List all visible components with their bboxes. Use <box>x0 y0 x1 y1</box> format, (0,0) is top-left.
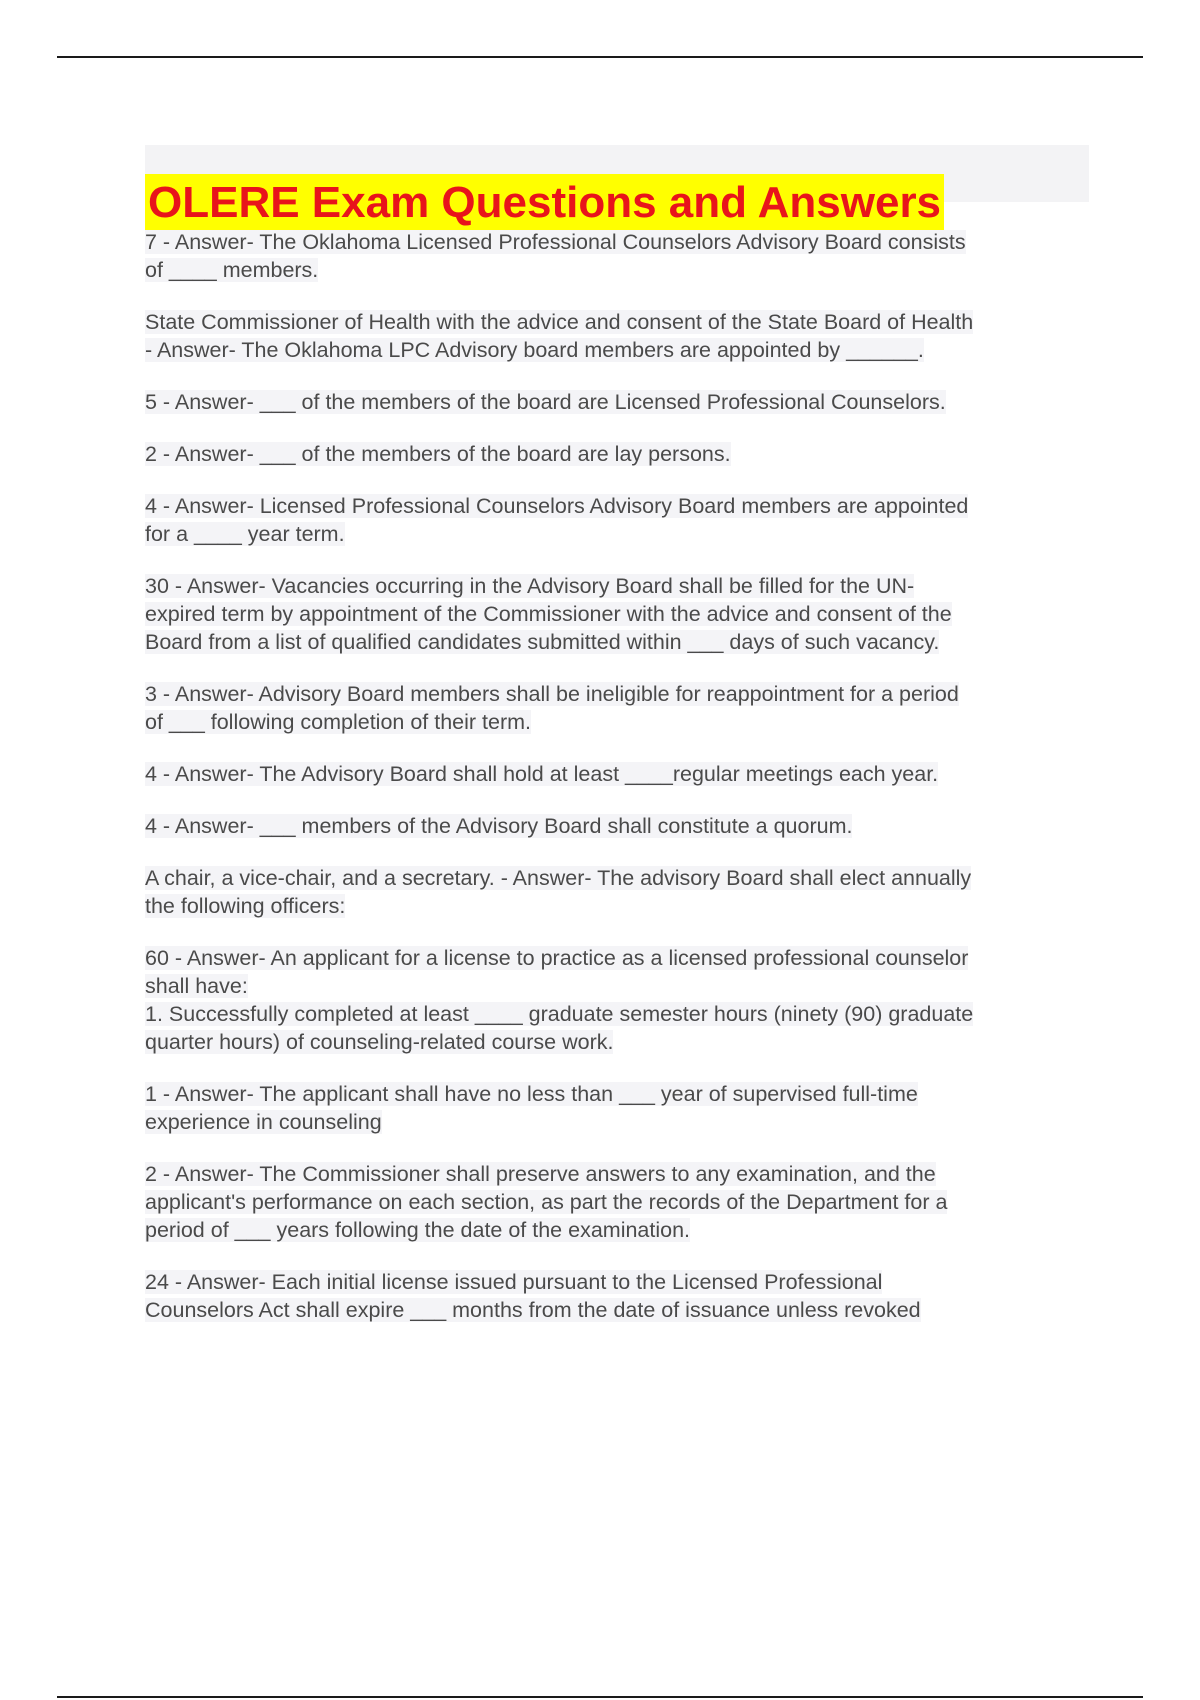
qa-entry-text: 24 - Answer- Each initial license issued pursuant to the Licensed Professional Counselors Act shall expire ___ months from the date of issuance unless revoked <box>145 1270 921 1322</box>
qa-entry <box>145 440 1085 468</box>
qa-entry-text: 5 - Answer- ___ of the members of the board are Licensed Professional Counselors. <box>145 390 946 414</box>
document-title: OLERE Exam Questions and Answers <box>145 174 944 231</box>
qa-entry <box>145 228 1085 284</box>
qa-entry-text: State Commissioner of Health with the advice and consent of the State Board of Health - Answer- The Oklahoma LPC Advisory board members are appointed by ______. <box>145 310 974 362</box>
qa-entry-text: 4 - Answer- The Advisory Board shall hold at least ____regular meetings each year. <box>145 762 939 786</box>
qa-entry-text: 7 - Answer- The Oklahoma Licensed Professional Counselors Advisory Board consists of ____ members. <box>145 230 966 282</box>
qa-entry-text: 4 - Answer- ___ members of the Advisory Board shall constitute a quorum. <box>145 814 853 838</box>
qa-entry <box>145 760 1085 788</box>
qa-entry <box>145 1268 1085 1324</box>
bottom-rule <box>57 1696 1143 1698</box>
qa-entry-text: 2 - Answer- ___ of the members of the board are lay persons. <box>145 442 731 466</box>
qa-entry-text: 60 - Answer- An applicant for a license to practice as a licensed professional counselor shall have: 1. Successfully completed at least ____ graduate semester hours (ninety (90) graduate quarter hours) of counseling-related course work. <box>145 946 974 1054</box>
qa-entry <box>145 680 1085 736</box>
top-rule <box>57 56 1143 58</box>
qa-entry <box>145 1080 1085 1136</box>
qa-entry <box>145 308 1085 364</box>
qa-entry <box>145 1160 1085 1244</box>
qa-entry <box>145 572 1085 656</box>
qa-entry-text: 1 - Answer- The applicant shall have no less than ___ year of supervised full-time experience in counseling <box>145 1082 918 1134</box>
qa-list <box>145 228 1085 1348</box>
qa-entry-text: 4 - Answer- Licensed Professional Counselors Advisory Board members are appointed for a ____ year term. <box>145 494 969 546</box>
qa-entry <box>145 388 1085 416</box>
qa-entry-text: 2 - Answer- The Commissioner shall preserve answers to any examination, and the applicant's performance on each section, as part the records of the Department for a period of ___ years following the date of the examination. <box>145 1162 948 1242</box>
qa-entry <box>145 492 1085 548</box>
qa-entry <box>145 944 1085 1056</box>
qa-entry <box>145 812 1085 840</box>
qa-entry-text: 3 - Answer- Advisory Board members shall be ineligible for reappointment for a period of ___ following completion of their term. <box>145 682 959 734</box>
qa-entry-text: 30 - Answer- Vacancies occurring in the Advisory Board shall be filled for the UN- expired term by appointment of the Commissioner with the advice and consent of the Board from a list of qualified candidates submitted within ___ days of such vacancy. <box>145 574 952 654</box>
qa-entry <box>145 864 1085 920</box>
qa-entry-text: A chair, a vice-chair, and a secretary. - Answer- The advisory Board shall elect annually the following officers: <box>145 866 972 918</box>
